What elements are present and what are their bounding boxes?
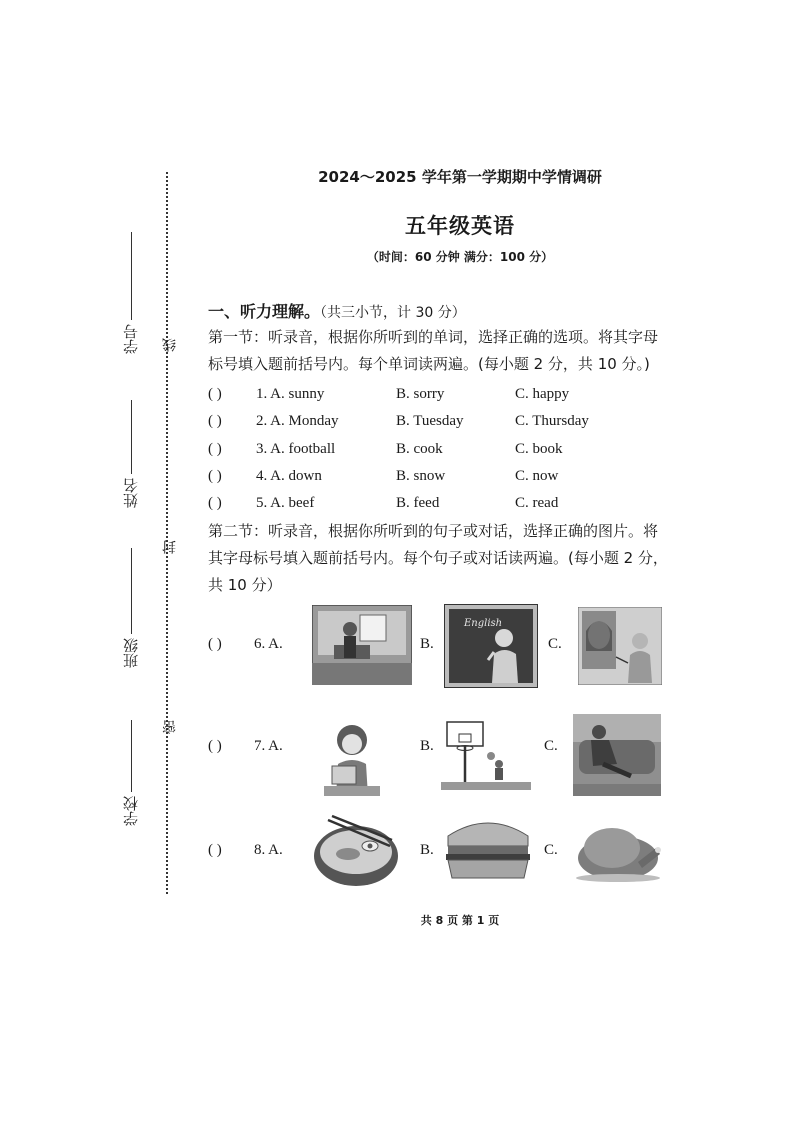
seal-mark-feng: 封 xyxy=(162,540,178,554)
binding-dotted-line xyxy=(166,172,168,894)
option-b-label: B. xyxy=(420,636,434,652)
option-c: C. happy xyxy=(515,386,570,402)
answer-bracket[interactable]: ( ) xyxy=(208,386,222,402)
option-a: 5. A. beef xyxy=(256,495,315,511)
option-a: 4. A. down xyxy=(256,468,322,484)
name-label: 姓名 xyxy=(122,478,140,508)
answer-bracket[interactable]: ( ) xyxy=(208,413,222,429)
option-b: B. feed xyxy=(396,495,440,511)
page-footer: 共 8 页 第 1 页 xyxy=(420,914,500,927)
reading-girl-picture xyxy=(324,720,380,796)
option-c: C. now xyxy=(515,468,559,484)
english-class-picture xyxy=(444,604,538,688)
class-label: 班级 xyxy=(122,638,140,668)
class-field[interactable] xyxy=(131,548,132,634)
question-label: 6. A. xyxy=(254,636,283,652)
option-b: B. Tuesday xyxy=(396,413,464,429)
section-title xyxy=(208,298,466,327)
classroom-teacher-picture xyxy=(312,605,412,685)
sofa-man-picture xyxy=(573,714,661,796)
option-c: C. Thursday xyxy=(515,413,589,429)
section-title-note: （共三小节，计 30 分） xyxy=(320,305,466,321)
name-field[interactable] xyxy=(131,400,132,474)
answer-bracket[interactable]: ( ) xyxy=(208,468,222,484)
exam-header: 2024～2025 学年第一学期期中学情调研 xyxy=(318,168,602,186)
option-b: B. sorry xyxy=(396,386,445,402)
option-b: B. cook xyxy=(396,441,443,457)
student-id-field[interactable] xyxy=(131,232,132,320)
student-id-label: 学号 xyxy=(122,324,140,354)
answer-bracket[interactable]: ( ) xyxy=(208,441,222,457)
subject-title: 五年级英语 xyxy=(405,214,515,238)
art-class-picture xyxy=(578,607,662,685)
answer-bracket[interactable]: ( ) xyxy=(208,738,222,754)
school-field[interactable] xyxy=(131,720,132,792)
option-a: 1. A. sunny xyxy=(256,386,325,402)
section-title-main: 一、听力理解。 xyxy=(208,302,321,321)
basketball-picture xyxy=(441,720,531,790)
exam-info: （时间：60 分钟 满分：100 分） xyxy=(366,250,554,264)
option-a: 2. A. Monday xyxy=(256,413,339,429)
school-label: 学校 xyxy=(122,796,140,826)
question-label: 8. A. xyxy=(254,842,283,858)
answer-bracket[interactable]: ( ) xyxy=(208,842,222,858)
answer-bracket[interactable]: ( ) xyxy=(208,636,222,652)
part2-instruction: 第二节：听录音，根据你所听到的句子或对话，选择正确的图片。将其字母标号填入题前括号内。每个句子或对话读两遍。(每小题 2 分，共 10 分） xyxy=(208,522,668,594)
question-label: 7. A. xyxy=(254,738,283,754)
board-text: English xyxy=(464,618,503,629)
option-b-label: B. xyxy=(420,842,434,858)
part1-instruction: 第一节：听录音，根据你所听到的单词，选择正确的选项。将其字母标号填入题前括号内。每个单词读两遍。(每小题 2 分，共 10 分。) xyxy=(208,328,659,373)
option-b-label: B. xyxy=(420,738,434,754)
sandwich-picture xyxy=(444,810,532,882)
noodle-bowl-picture xyxy=(312,810,400,890)
option-a: 3. A. football xyxy=(256,441,336,457)
option-c: C. book xyxy=(515,441,563,457)
answer-bracket[interactable]: ( ) xyxy=(208,495,222,511)
option-c-label: C. xyxy=(548,636,562,652)
option-c-label: C. xyxy=(544,842,558,858)
roast-turkey-picture xyxy=(572,818,662,882)
option-c: C. read xyxy=(515,495,559,511)
option-c-label: C. xyxy=(544,738,558,754)
seal-mark-xian: 线 xyxy=(162,338,178,352)
option-b: B. snow xyxy=(396,468,446,484)
seal-mark-mi: 密 xyxy=(162,720,178,734)
